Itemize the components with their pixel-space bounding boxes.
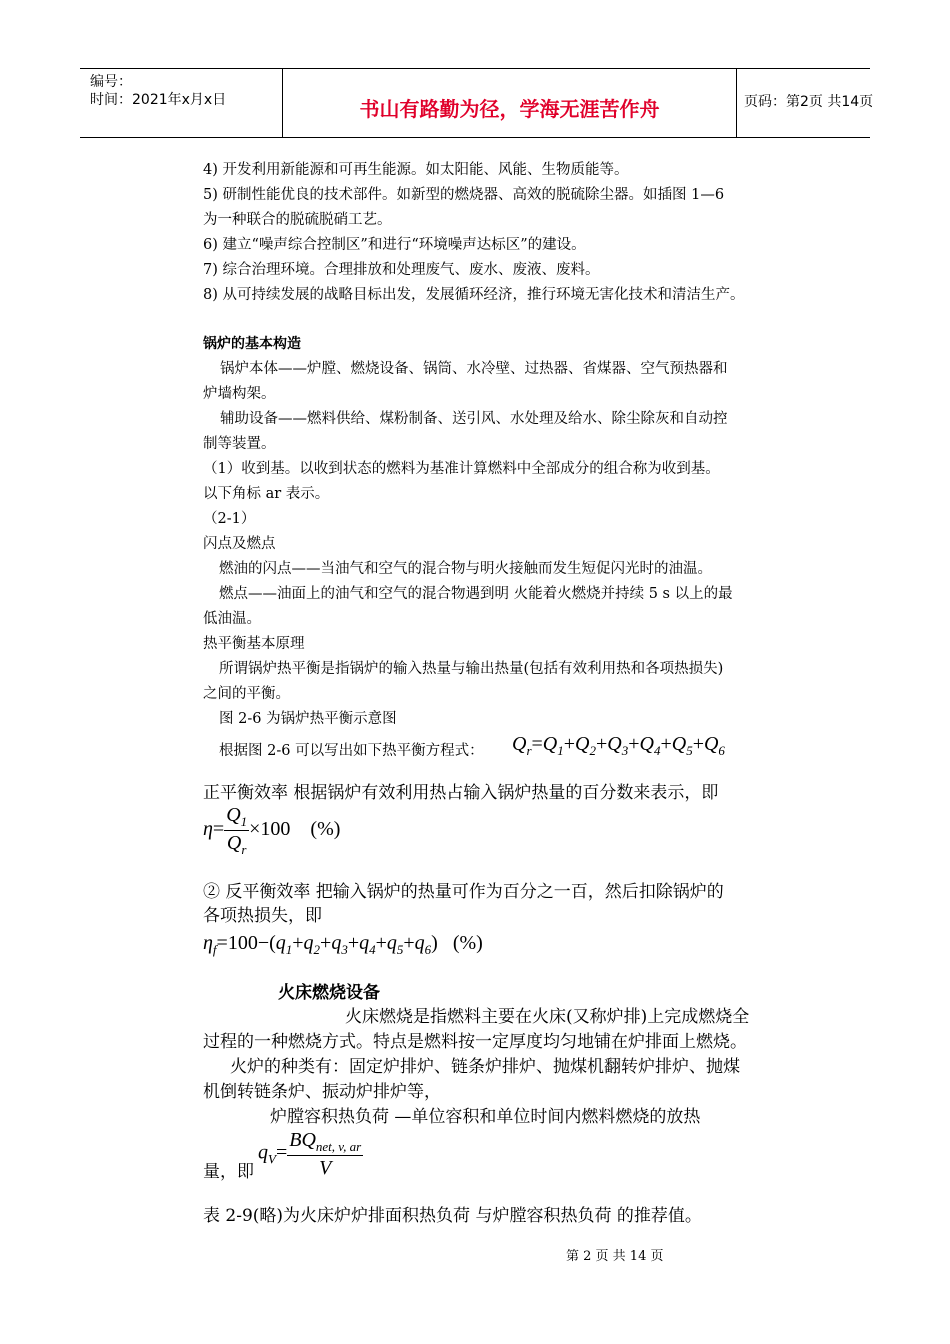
text-line: 表 2-9(略)为火床炉炉排面积热负荷 与炉膛容积热负荷 的推荐值。 (203, 1206, 702, 1226)
text-line: 6) 建立“噪声综合控制区”和进行“环境噪声达标区”的建设。 (203, 237, 586, 253)
text-line: 火床燃烧是指燃料主要在火床(又称炉排)上完成燃烧全 (345, 1007, 750, 1027)
text-line: 过程的一种燃烧方式。特点是燃料按一定厚度均匀地铺在炉排面上燃烧。 (203, 1032, 747, 1052)
text-line: 火炉的种类有：固定炉排炉、链条炉排炉、抛煤机翻转炉排炉、抛煤 (230, 1057, 740, 1077)
text-line: 8) 从可持续发展的战略目标出发，发展循环经济，推行环境无害化技术和清洁生产。 (203, 287, 745, 303)
text-line: 燃油的闪点——当油气和空气的混合物与明火接触而发生短促闪光时的油温。 (219, 561, 712, 577)
text-line: 之间的平衡。 (203, 686, 290, 702)
text-line: 制等装置。 (203, 436, 276, 452)
page-footer: 第 2 页 共 14 页 (566, 1249, 664, 1264)
document-number-label: 编号： (90, 74, 132, 90)
text-line: 机倒转链条炉、振动炉排炉等， (203, 1082, 441, 1102)
text-line: 5) 研制性能优良的技术部件。如新型的燃烧器、高效的脱硫除尘器。如插图 1—6 (203, 187, 725, 203)
text-line: 锅炉本体——炉膛、燃烧设备、锅筒、水冷壁、过热器、省煤器、空气预热器和 (220, 361, 728, 377)
page-number-label: 页码：第2页 共14页 (744, 94, 874, 110)
text-line: 图 2-6 为锅炉热平衡示意图 (219, 711, 397, 727)
text-line: 燃点——油面上的油气和空气的混合物遇到明 火能着火燃烧并持续 5 s 以上的最 (219, 586, 733, 602)
text-line: （1）收到基。以收到状态的燃料为基准计算燃料中全部成分的组合称为收到基。 (203, 461, 720, 477)
text-line: 辅助设备——燃料供给、煤粉制备、送引风、水处理及给水、除尘除灰和自动控 (220, 411, 728, 427)
page-header (80, 68, 874, 138)
text-line: 各项热损失，即 (203, 906, 322, 926)
text-line: 以下角标 ar 表示。 (203, 486, 330, 502)
volumetric-heat-load-equation: $q_V=$ $\frac{BQ_{net, v, ar}}{V}$ (258, 1129, 362, 1179)
text-line: 4) 开发利用新能源和可再生能源。如太阳能、风能、生物质能等。 (203, 162, 629, 178)
section-heading: 锅炉的基本构造 (203, 336, 301, 352)
motto-text: 书山有路勤为径，学海无涯苦作舟 (359, 97, 660, 121)
subsection-heading: 闪点及燃点 (203, 536, 276, 552)
text-line: 炉墙构架。 (203, 386, 276, 402)
header-page-cell (736, 69, 874, 137)
text-line: 根据图 2-6 可以写出如下热平衡方程式： (219, 743, 484, 759)
section-heading: 火床燃烧设备 (278, 983, 380, 1003)
text-line: 量，即 (203, 1162, 254, 1182)
equation-number: （2-1） (203, 511, 256, 527)
direct-efficiency-equation: η= $\frac{Q_1}{Q_r}$ ×100 (%) (203, 804, 341, 857)
text-line: 7) 综合治理环境。合理排放和处理废气、废水、废液、废料。 (203, 262, 600, 278)
subsection-heading: 热平衡基本原理 (203, 636, 305, 652)
text-line: 炉膛容积热负荷 —单位容积和单位时间内燃料燃烧的放热 (270, 1107, 701, 1127)
document-date-label: 时间：2021年x月x日 (90, 92, 227, 108)
indirect-efficiency-equation: $\eta_f=100-(q_1+q_2+q_3+q_4+q_5+q_6)$ (%) (203, 932, 483, 957)
text-line: 所谓锅炉热平衡是指锅炉的输入热量与输出热量(包括有效利用热和各项热损失) (219, 661, 724, 677)
text-line: 低油温。 (203, 611, 261, 627)
header-motto-cell (282, 69, 737, 137)
header-info-cell (80, 69, 282, 137)
text-line: ② 反平衡效率 把输入锅炉的热量可作为百分之一百，然后扣除锅炉的 (203, 882, 724, 902)
text-line: 正平衡效率 根据锅炉有效利用热占输入锅炉热量的百分数来表示，即 (203, 783, 719, 803)
heat-balance-equation: $Q_r=Q_1+Q_2+Q_3+Q_4+Q_5+Q_6$ (512, 733, 725, 758)
text-line: 为一种联合的脱硫脱硝工艺。 (203, 212, 392, 228)
